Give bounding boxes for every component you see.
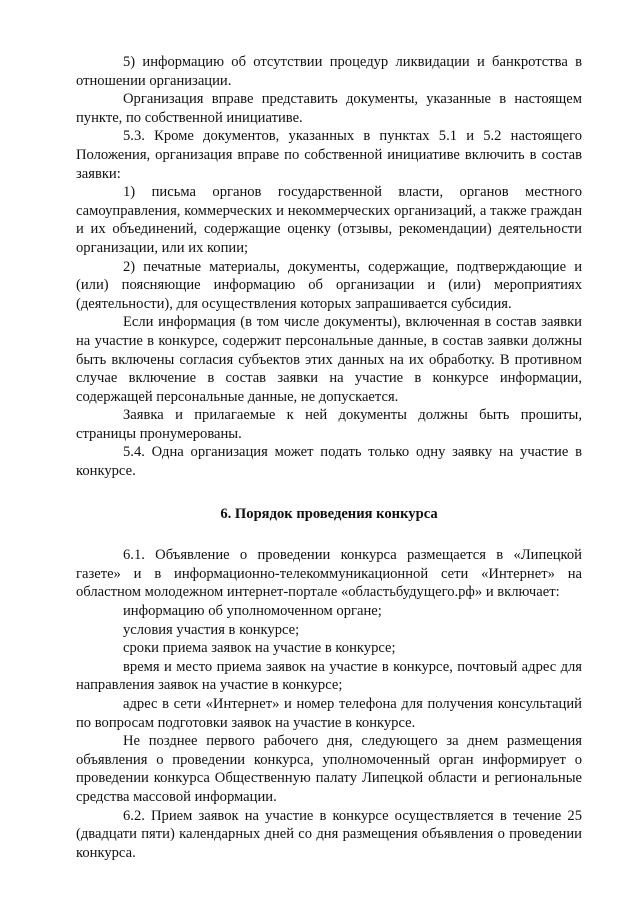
- paragraph-notification: Не позднее первого рабочего дня, следующего за днем размещения объявления о проведении конкурса, уполномоченный орган информирует о проведении конкурса Общественную палату Липецкой области и региональные средства массовой информации.: [76, 733, 582, 805]
- paragraph-conditions: условия участия в конкурсе;: [123, 621, 300, 638]
- paragraph-personal-data: Если информация (в том числе документы), включенная в состав заявки на участие в конкурсе, содержит персональные данные, в состав заявки должны быть включены согласия субъектов этих данных на их обработку. В противном случае включение в состав заявки на участие в конкурсе информации, содержащей персональные данные, не допускается.: [76, 314, 582, 405]
- paragraph-own-initiative: Организация вправе представить документы, указанные в настоящем пункте, по собственной инициативе.: [76, 91, 582, 126]
- section-heading: 6. Порядок проведения конкурса: [220, 505, 438, 522]
- paragraph-deadlines: сроки приема заявок на участие в конкурсе;: [123, 640, 396, 657]
- paragraph-6-2: 6.2. Прием заявок на участие в конкурсе осуществляется в течение 25 (двадцати пяти) календарных дней со дня размещения объявления о проведении конкурса.: [76, 807, 582, 861]
- paragraph-info-authority: информацию об уполномоченном органе;: [123, 603, 382, 620]
- paragraph-time-place: время и место приема заявок на участие в конкурсе, почтовый адрес для направления заявок на участие в конкурсе;: [76, 658, 582, 694]
- document-page: [76, 53, 582, 862]
- paragraph-5-3: 5.3. Кроме документов, указанных в пунктах 5.1 и 5.2 настоящего Положения, организация вправе по собственной инициативе включить в состав заявки:: [76, 128, 582, 182]
- paragraph-list-1: 1) письма органов государственной власти, органов местного самоуправления, коммерческих и некоммерческих организаций, а также граждан и их объединений, содержащие оценку (отзывы, рекомендации) деятельности организации, или их копии;: [76, 184, 582, 256]
- paragraph-6-1: 6.1. Объявление о проведении конкурса размещается в «Липецкой газете» и в информационно-телекоммуникационной сети «Интернет» на областном молодежном интернет-портале «областьбудущего.рф» и включает:: [76, 547, 582, 601]
- paragraph-item-5: 5) информацию об отсутствии процедур ликвидации и банкротства в отношении организации.: [76, 54, 582, 89]
- paragraph-binding: Заявка и прилагаемые к ней документы должны быть прошиты, страницы пронумерованы.: [76, 407, 582, 442]
- paragraph-5-4: 5.4. Одна организация может подать только одну заявку на участие в конкурсе.: [76, 444, 582, 480]
- paragraph-list-2: 2) печатные материалы, документы, содержащие, подтверждающие и (или) поясняющие информацию об организации и (или) мероприятиях (деятельности), для осуществления которых запрашивается субсидия.: [76, 258, 582, 312]
- paragraph-address-phone: адрес в сети «Интернет» и номер телефона для получения консультаций по вопросам подготовки заявок на участие в конкурсе.: [76, 696, 582, 731]
